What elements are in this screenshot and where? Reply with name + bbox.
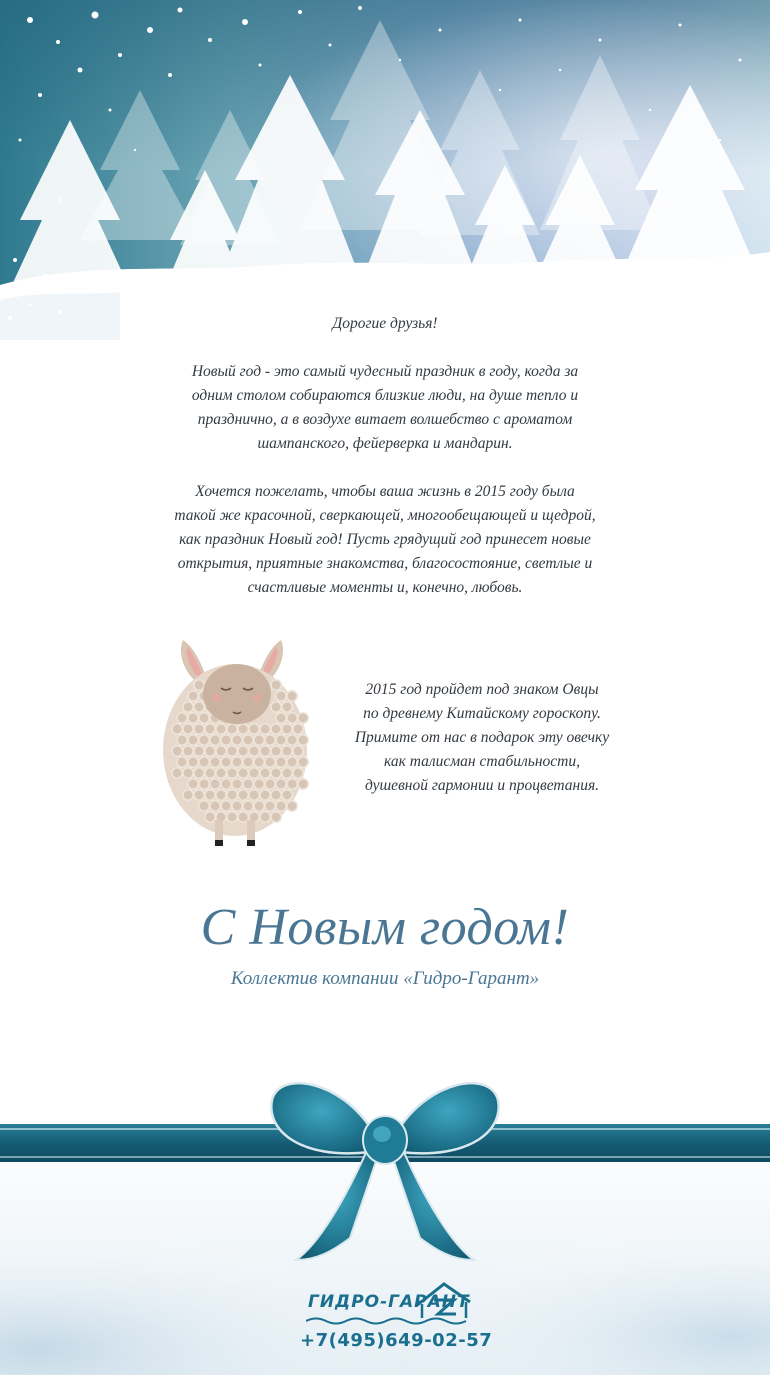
paragraph-wishes <box>150 480 620 600</box>
sheep-illustration <box>155 632 320 852</box>
signature: Коллектив компании «Гидро-Гарант» <box>230 968 540 989</box>
text-line: Примите от нас в подарок эту овечку <box>354 729 610 746</box>
phone-number: +7(495)649-02-57 <box>300 1330 493 1351</box>
text-line: одним столом собираются близкие люди, на душе тепло и <box>191 387 579 404</box>
text-line: празднично, а в воздухе витает волшебство с ароматом <box>197 411 573 428</box>
salutation: Дорогие друзья! <box>332 315 438 332</box>
text-line: по древнему Китайскому гороскопу. <box>363 705 601 722</box>
wave-icon <box>306 1316 476 1326</box>
winter-forest-header <box>0 0 770 340</box>
paragraph-new-year <box>150 360 620 456</box>
logo-name: ГИДРО-ГАРАНТ <box>308 1292 470 1312</box>
text-line: как праздник Новый год! Пусть грядущий год принесет новые <box>179 531 591 548</box>
text-line: открытия, приятные знакомства, благосостояние, светлые и <box>177 555 593 572</box>
greeting-text <box>150 312 620 624</box>
text-line: как талисман стабильности, <box>384 753 580 770</box>
text-line: такой же красочной, сверкающей, многообещающей и щедрой, <box>174 507 596 524</box>
text-line: счастливые моменты и, конечно, любовь. <box>247 579 523 596</box>
text-line: Новый год - это самый чудесный праздник в году, когда за <box>191 363 579 380</box>
company-logo <box>300 1278 493 1368</box>
sheep-message <box>322 678 642 798</box>
text-line: 2015 год пройдет под знаком Овцы <box>365 681 599 698</box>
text-line: Хочется пожелать, чтобы ваша жизнь в 2015 году была <box>195 483 575 500</box>
headline: С Новым годом! <box>200 899 570 956</box>
text-line: душевной гармонии и процветания. <box>364 777 600 794</box>
text-line: шампанского, фейерверка и мандарин. <box>257 435 513 452</box>
